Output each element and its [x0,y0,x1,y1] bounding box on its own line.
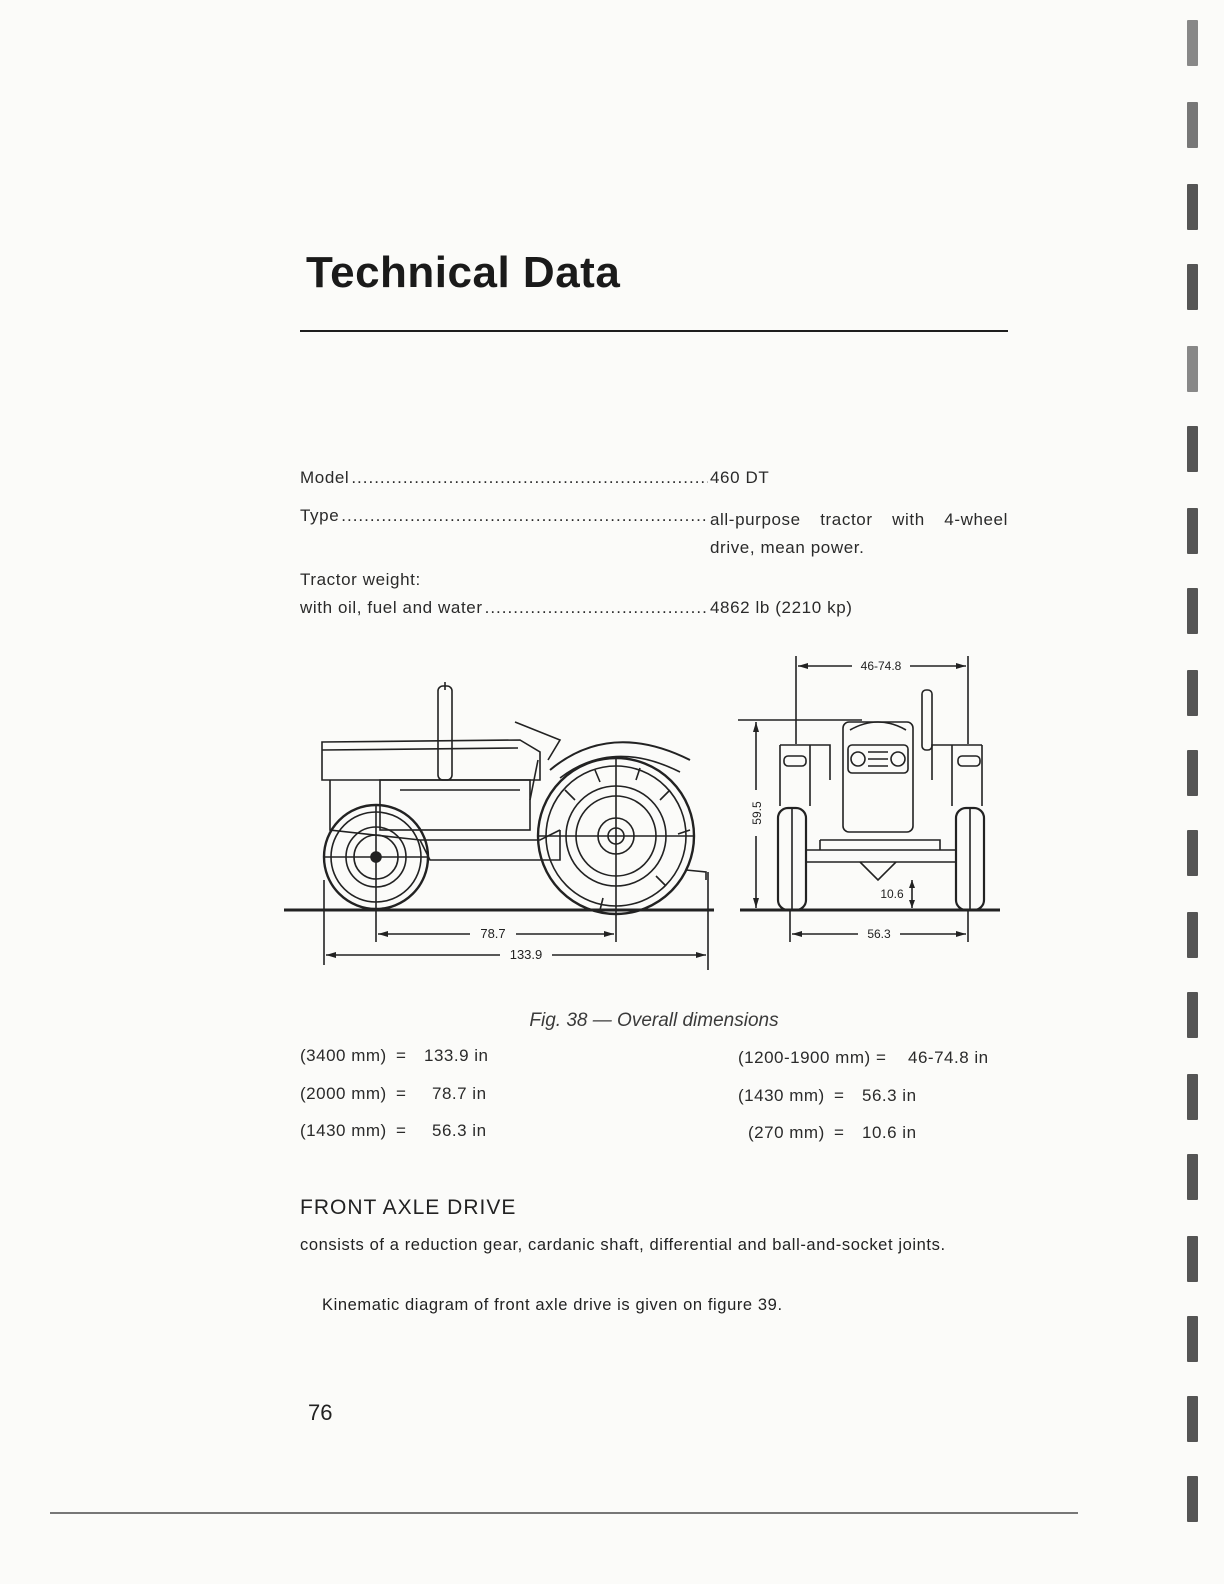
binding-mark [1187,1316,1198,1362]
conversion-right-0: (1200-1900 mm) = 46-74.8 in [738,1048,989,1067]
front-view [738,656,1000,942]
binding-mark [1187,102,1198,148]
binding-mark [1187,1154,1198,1200]
binding-mark [1187,1074,1198,1120]
binding-mark [1187,426,1198,472]
binding-mark [1187,1476,1198,1522]
binding-mark [1187,184,1198,230]
binding-mark [1187,588,1198,634]
section-paragraph: consists of a reduction gear, cardanic shaft, differential and ball-and-socket joints. [300,1236,946,1254]
section-heading: FRONT AXLE DRIVE [300,1196,517,1219]
dim-wheelbase: 78.7 [480,926,506,941]
figure-caption: Fig. 38 — Overall dimensions [529,1010,779,1031]
binding-mark [1187,670,1198,716]
conversion-left-1: (2000 mm) = 78.7 in [300,1084,487,1103]
scan-edge-line [50,1512,1078,1514]
binding-mark [1187,20,1198,66]
type-label: Type [300,506,340,525]
dim-overall-width: 56.3 [867,927,891,941]
binding-mark [1187,992,1198,1038]
binding-mark [1187,508,1198,554]
weight-label: with oil, fuel and water [300,598,483,617]
dim-overall-length: 133.9 [509,947,543,962]
page-number: 76 [308,1400,333,1425]
binding-mark [1187,264,1198,310]
weight-heading: Tractor weight: [300,570,421,589]
type-value: all-purpose tractor with 4-wheel drive, mean power. [710,510,1008,557]
page-title: Technical Data [306,248,621,297]
model-label: Model [300,468,350,487]
conversion-left-2: (1430 mm) = 56.3 in [300,1121,487,1140]
dim-height: 59.5 [750,801,764,825]
binding-mark [1187,830,1198,876]
model-value: 460 DT [710,468,770,487]
weight-value: 4862 lb (2210 kp) [710,598,853,617]
dim-track-width: 46-74.8 [860,659,902,673]
conversion-right-2: (270 mm) = 10.6 in [748,1123,917,1142]
binding-mark [1187,1396,1198,1442]
conversion-right-1: (1430 mm) = 56.3 in [738,1086,917,1105]
binding-mark [1187,346,1198,392]
dim-ground-clearance: 10.6 [880,887,904,901]
binding-mark [1187,750,1198,796]
section-paragraph-2: Kinematic diagram of front axle drive is given on figure 39. [322,1296,783,1314]
conversion-left-0: (3400 mm) = 133.9 in [300,1046,489,1065]
binding-mark [1187,912,1198,958]
binding-mark [1187,1236,1198,1282]
